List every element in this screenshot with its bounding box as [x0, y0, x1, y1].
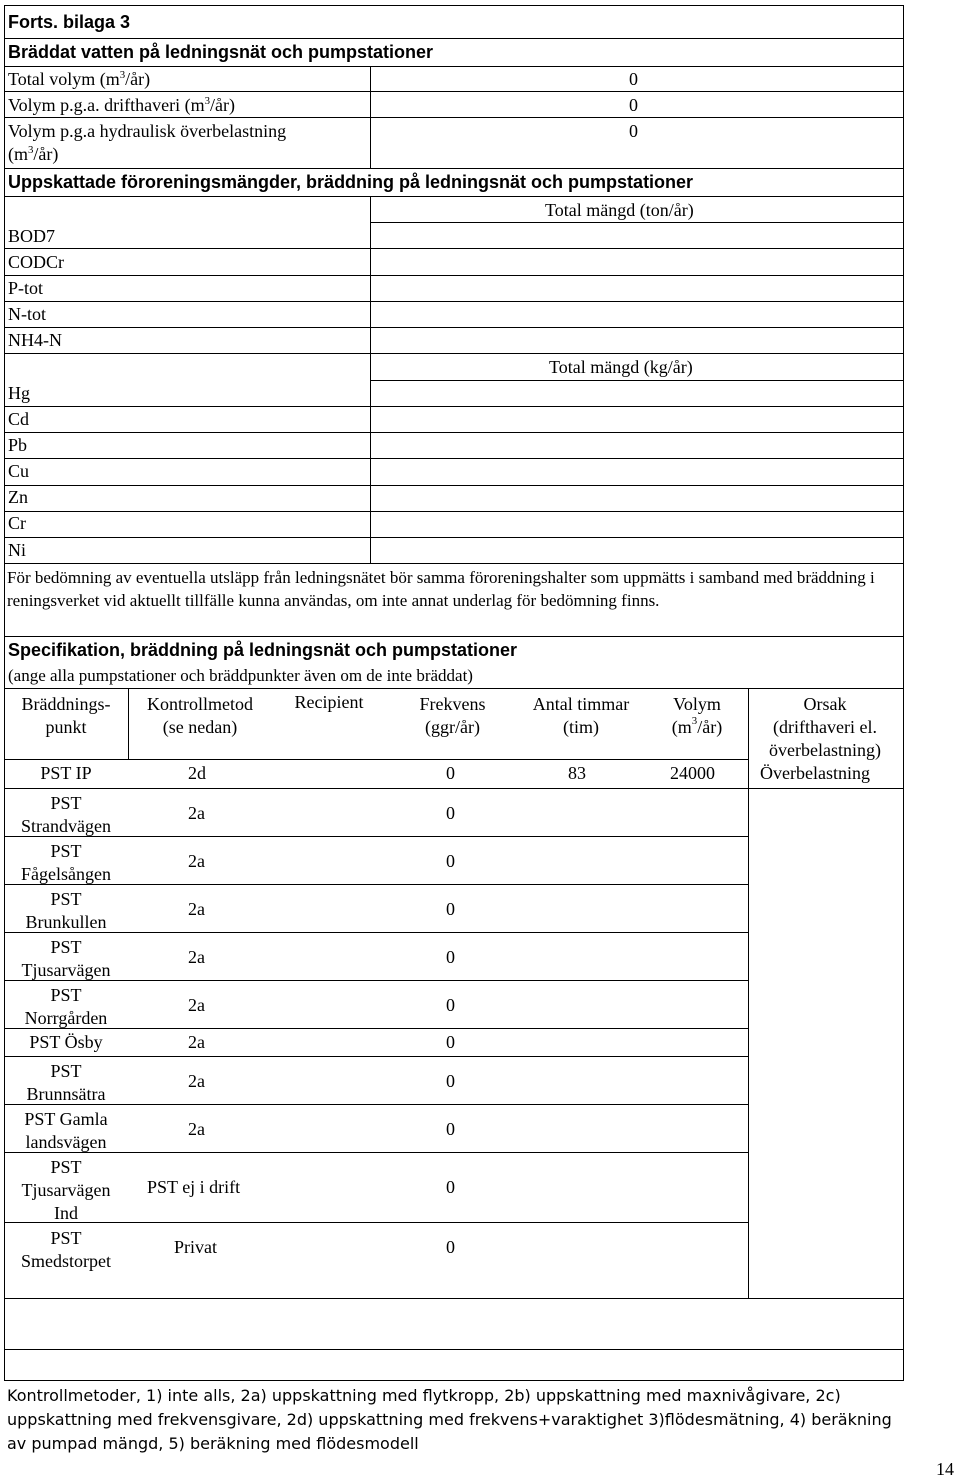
pollutant-ntot: N-tot: [8, 304, 46, 324]
row-frekvens: 0: [446, 851, 455, 871]
row-frekvens: 0: [446, 1032, 455, 1052]
row-line: [4, 275, 904, 276]
row-orsak: Överbelastning: [760, 763, 870, 783]
row-punkt: PST Norrgården: [24, 985, 108, 1028]
row-metod: 2a: [188, 995, 205, 1015]
pollutants-note: För bedömning av eventuella utsläpp från ledningsnätet bör samma föroreningshalter som uppmätts i samband med bräddning i reningsverket vid aktuellt tillfälle kunna användas, om inte annat underlag för bedömning finns.: [7, 568, 875, 610]
drifthaveri-volym-value: 0: [629, 95, 638, 115]
hydraulisk-volym-value: 0: [629, 121, 638, 141]
row-line: [4, 327, 904, 328]
col-header-kontrollmetod: Kontrollmetod (se nedan): [147, 694, 253, 737]
row-punkt: PST Gamla landsvägen: [24, 1109, 108, 1152]
metal-ni: Ni: [8, 540, 26, 560]
row-punkt: PST Tjusarvägen Ind: [21, 1157, 111, 1223]
row-line: [4, 537, 904, 538]
row-line: [370, 222, 904, 223]
spec-row-line: [4, 788, 904, 789]
spec-header-top-line: [4, 688, 904, 689]
row-metod: PST ej i drift: [147, 1177, 241, 1197]
row-punkt: PST Tjusarvägen: [21, 937, 111, 980]
forts-label: Forts. bilaga 3: [8, 12, 131, 32]
metal-cd: Cd: [8, 409, 30, 429]
pollutant-bod7: BOD7: [8, 226, 56, 246]
row-line: [4, 248, 904, 249]
row-frekvens: 0: [446, 1177, 455, 1197]
col-line: [370, 196, 371, 563]
spec-col-line: [748, 688, 749, 1298]
row-line: [4, 196, 904, 197]
row-line: [4, 353, 904, 354]
col-header-frekvens: Frekvens (ggr/år): [419, 694, 486, 737]
row-line: [4, 563, 904, 564]
row-punkt: PST Strandvägen: [21, 793, 111, 836]
row-timmar: 83: [568, 763, 586, 783]
total-volym-label: Total volym $(m^3/år)$: [8, 69, 151, 89]
spec-title: Specifikation, bräddning på ledningsnät och pumpstationer: [8, 640, 518, 660]
row-metod: 2a: [188, 851, 205, 871]
row-metod: 2a: [188, 899, 205, 919]
row-volym: 24000: [670, 763, 715, 783]
pollutant-codcr: CODCr: [8, 252, 65, 272]
col-header-volym: Volym $(m^3/år)$: [671, 694, 723, 737]
row-frekvens: 0: [446, 1237, 455, 1257]
hydraulisk-volym-label-line1: Volym p.g.a hydraulisk överbelastning: [8, 121, 287, 141]
metal-cu: Cu: [8, 461, 30, 481]
row-line: [4, 406, 904, 407]
spec-row-line: [4, 1056, 749, 1057]
metal-cr: Cr: [8, 513, 26, 533]
row-frekvens: 0: [446, 763, 455, 783]
kg-header: Total mängd (kg/år): [549, 357, 693, 377]
pollutant-ptot: P-tot: [8, 278, 44, 298]
row-metod: 2a: [188, 1071, 205, 1091]
row-punkt: PST IP: [40, 763, 92, 783]
metal-pb: Pb: [8, 435, 28, 455]
row-metod: 2a: [188, 803, 205, 823]
row-metod: Privat: [174, 1237, 217, 1257]
col-line: [370, 66, 371, 168]
row-line: [4, 168, 904, 169]
row-frekvens: 0: [446, 1119, 455, 1139]
row-punkt: PST Smedstorpet: [21, 1228, 111, 1271]
row-line: [4, 511, 904, 512]
pollutants-title: Uppskattade föroreningsmängder, bräddning på ledningsnät och pumpstationer: [8, 172, 694, 192]
row-frekvens: 0: [446, 947, 455, 967]
spec-row-line: [4, 759, 749, 760]
row-frekvens: 0: [446, 995, 455, 1015]
drifthaveri-volym-label: Volym p.g.a. drifthaveri $(m^3/år)$: [8, 95, 236, 115]
row-punkt: PST Brunnsätra: [26, 1061, 106, 1104]
row-punkt: PST Ösby: [29, 1032, 103, 1052]
pollutant-nh4n: NH4-N: [8, 330, 62, 350]
metal-zn: Zn: [8, 487, 28, 507]
row-line: [4, 432, 904, 433]
row-punkt: PST Fågelsången: [21, 841, 111, 884]
row-line: [4, 117, 904, 118]
spec-row-line: [4, 1298, 904, 1299]
row-line: [4, 636, 904, 637]
row-frekvens: 0: [446, 803, 455, 823]
hydraulisk-volym-label-line2: $(m^3/år)$: [8, 144, 59, 164]
page-number: 14: [936, 1459, 954, 1479]
total-volym-value: 0: [629, 69, 638, 89]
col-header-punkt: Bräddnings- punkt: [21, 694, 111, 737]
row-line: [4, 458, 904, 459]
ton-header: Total mängd (ton/år): [545, 200, 694, 220]
row-metod: 2a: [188, 947, 205, 967]
row-metod: 2a: [188, 1032, 205, 1052]
spec-subtitle: (ange alla pumpstationer och bräddpunkter även om de inte bräddat): [8, 666, 473, 685]
row-line: [4, 38, 904, 39]
row-metod: 2a: [188, 1119, 205, 1139]
metal-hg: Hg: [8, 383, 30, 403]
row-line: [4, 485, 904, 486]
row-frekvens: 0: [446, 899, 455, 919]
col-header-recipient: Recipient: [294, 692, 364, 712]
spec-col-line: [128, 688, 129, 759]
row-line: [370, 380, 904, 381]
row-line: [4, 301, 904, 302]
braddat-title: Bräddat vatten på ledningsnät och pumpstationer: [8, 42, 434, 62]
row-line: [4, 91, 904, 92]
col-header-orsak: Orsak (drifthaveri el. överbelastning): [769, 694, 881, 760]
spec-row-line: [4, 1349, 904, 1350]
row-line: [4, 66, 904, 67]
kontrollmetoder-legend: Kontrollmetoder, 1) inte alls, 2a) uppskattning med flytkropp, 2b) uppskattning med maxnivågivare, 2c) uppskattning med frekvensgivare, 2d) uppskattning med frekvens+varaktighet 3)flödesmätning, 4) beräkning av pumpad mängd, 5) beräkning med flödesmodell: [7, 1386, 892, 1453]
row-metod: 2d: [188, 763, 206, 783]
col-header-timmar: Antal timmar (tim): [532, 694, 630, 737]
row-frekvens: 0: [446, 1071, 455, 1091]
row-punkt: PST Brunkullen: [25, 889, 107, 932]
